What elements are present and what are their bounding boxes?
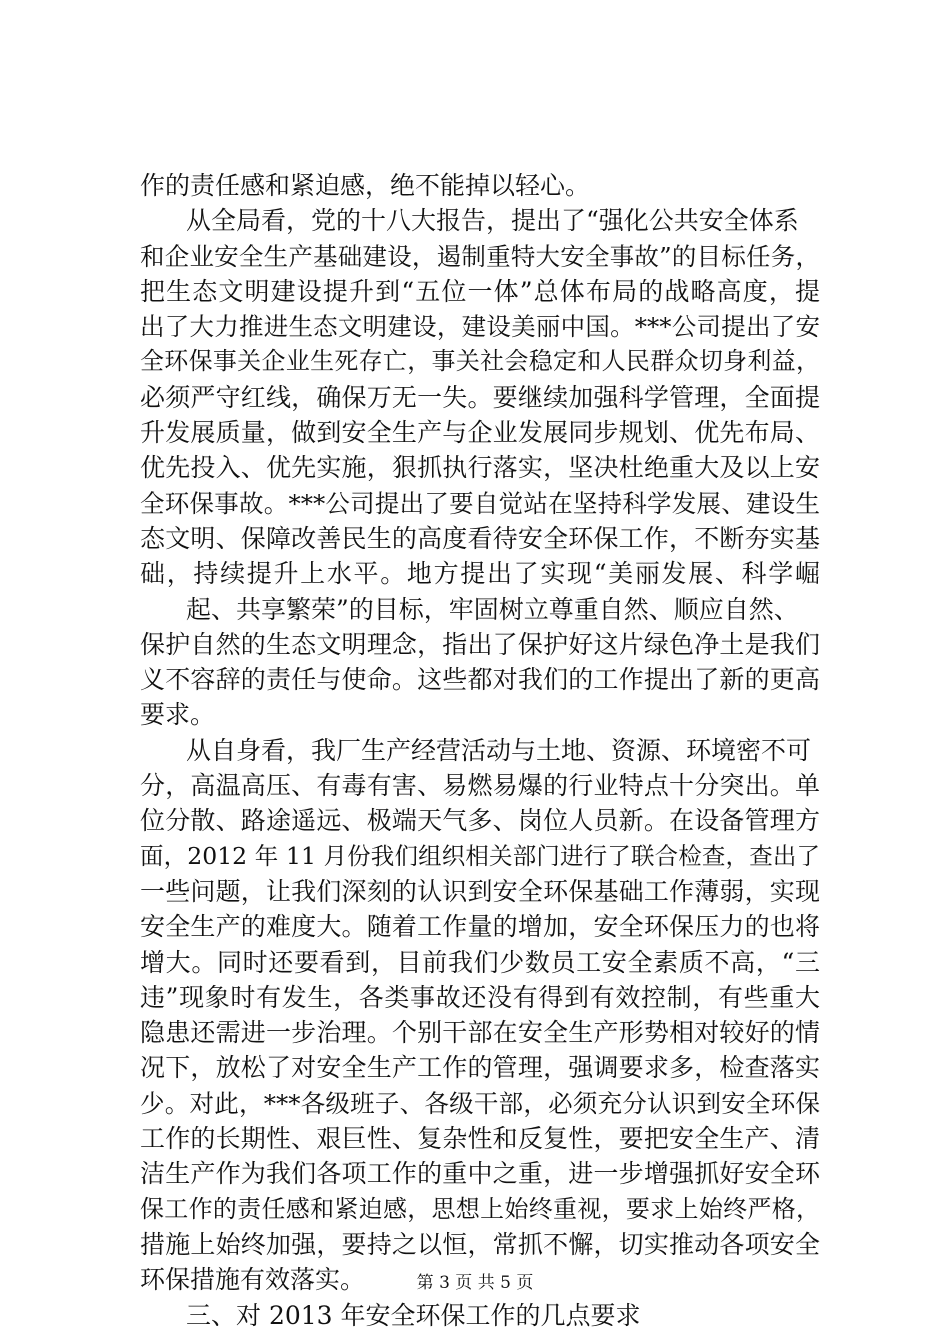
text-line: 工作的长期性、艰巨性、复杂性和反复性，要把安全生产、清: [140, 1124, 820, 1154]
text-line: 环保措施有效落实。: [140, 1265, 366, 1295]
text-line: 础，持续提升上水平。地方提出了实现“美丽发展、科学崛: [140, 559, 820, 589]
section-heading: 三、对 2013 年安全环保工作的几点要求: [186, 1300, 641, 1330]
text-line: 隐患还需进一步治理。个别干部在安全生产形势相对较好的情: [140, 1018, 820, 1048]
text-line: 保工作的责任感和紧迫感，思想上始终重视，要求上始终严格，: [140, 1194, 820, 1223]
text-line: 少。对此，***各级班子、各级干部，必须充分认识到安全环保: [140, 1088, 820, 1118]
text-line: 优先投入、优先实施，狠抓执行落实，坚决杜绝重大及以上安: [140, 453, 820, 483]
text-line: 出了大力推进生态文明建设，建设美丽中国。***公司提出了安: [140, 312, 820, 342]
text-line: 面，2012 年 11 月份我们组织相关部门进行了联合检查，查出了: [140, 841, 820, 870]
text-line: 和企业安全生产基础建设，遏制重特大安全事故”的目标任务，: [140, 241, 820, 271]
text-line: 况下，放松了对安全生产工作的管理，强调要求多，检查落实: [140, 1053, 820, 1083]
text-line: 义不容辞的责任与使命。这些都对我们的工作提出了新的更高: [140, 665, 820, 695]
text-line: 增大。同时还要看到，目前我们少数员工安全素质不高，“三: [140, 947, 820, 977]
text-line: 要求。: [140, 700, 216, 730]
text-line: 措施上始终加强，要持之以恒，常抓不懈，切实推动各项安全: [140, 1229, 820, 1259]
text-line: 升发展质量，做到安全生产与企业发展同步规划、优先布局、: [140, 418, 820, 448]
body-text: [140, 168, 820, 1333]
text-line: 从自身看，我厂生产经营活动与土地、资源、环境密不可: [186, 735, 812, 765]
text-line: 全环保事关企业生死存亡，事关社会稳定和人民群众切身利益，: [140, 347, 820, 376]
text-line: 洁生产作为我们各项工作的重中之重，进一步增强抓好安全环: [140, 1159, 820, 1189]
text-line: 安全生产的难度大。随着工作量的增加，安全环保压力的也将: [140, 912, 820, 942]
text-line: 一些问题，让我们深刻的认识到安全环保基础工作薄弱，实现: [140, 876, 820, 906]
text-line: 违”现象时有发生，各类事故还没有得到有效控制，有些重大: [140, 982, 820, 1012]
text-line: 保护自然的生态文明理念，指出了保护好这片绿色净土是我们: [140, 629, 820, 659]
text-line: 从全局看，党的十八大报告，提出了“强化公共安全体系: [186, 206, 799, 236]
text-line: 作的责任感和紧迫感，绝不能掉以轻心。: [140, 171, 591, 200]
text-line: 分，高温高压、有毒有害、易燃易爆的行业特点十分突出。单: [140, 771, 820, 801]
text-line: 位分散、路途遥远、极端天气多、岗位人员新。在设备管理方: [140, 806, 820, 836]
text-line: 态文明、保障改善民生的高度看待安全环保工作，不断夯实基: [140, 523, 820, 553]
page-number-footer: 第 3 页 共 5 页: [416, 1273, 534, 1293]
text-line: 把生态文明建设提升到“五位一体”总体布局的战略高度，提: [140, 276, 820, 306]
text-line: 必须严守红线，确保万无一失。要继续加强科学管理，全面提: [140, 382, 820, 412]
text-line: 全环保事故。***公司提出了要自觉站在坚持科学发展、建设生: [140, 488, 820, 518]
text-line: 起、共享繁荣”的目标，牢固树立尊重自然、顺应自然、: [186, 594, 799, 624]
